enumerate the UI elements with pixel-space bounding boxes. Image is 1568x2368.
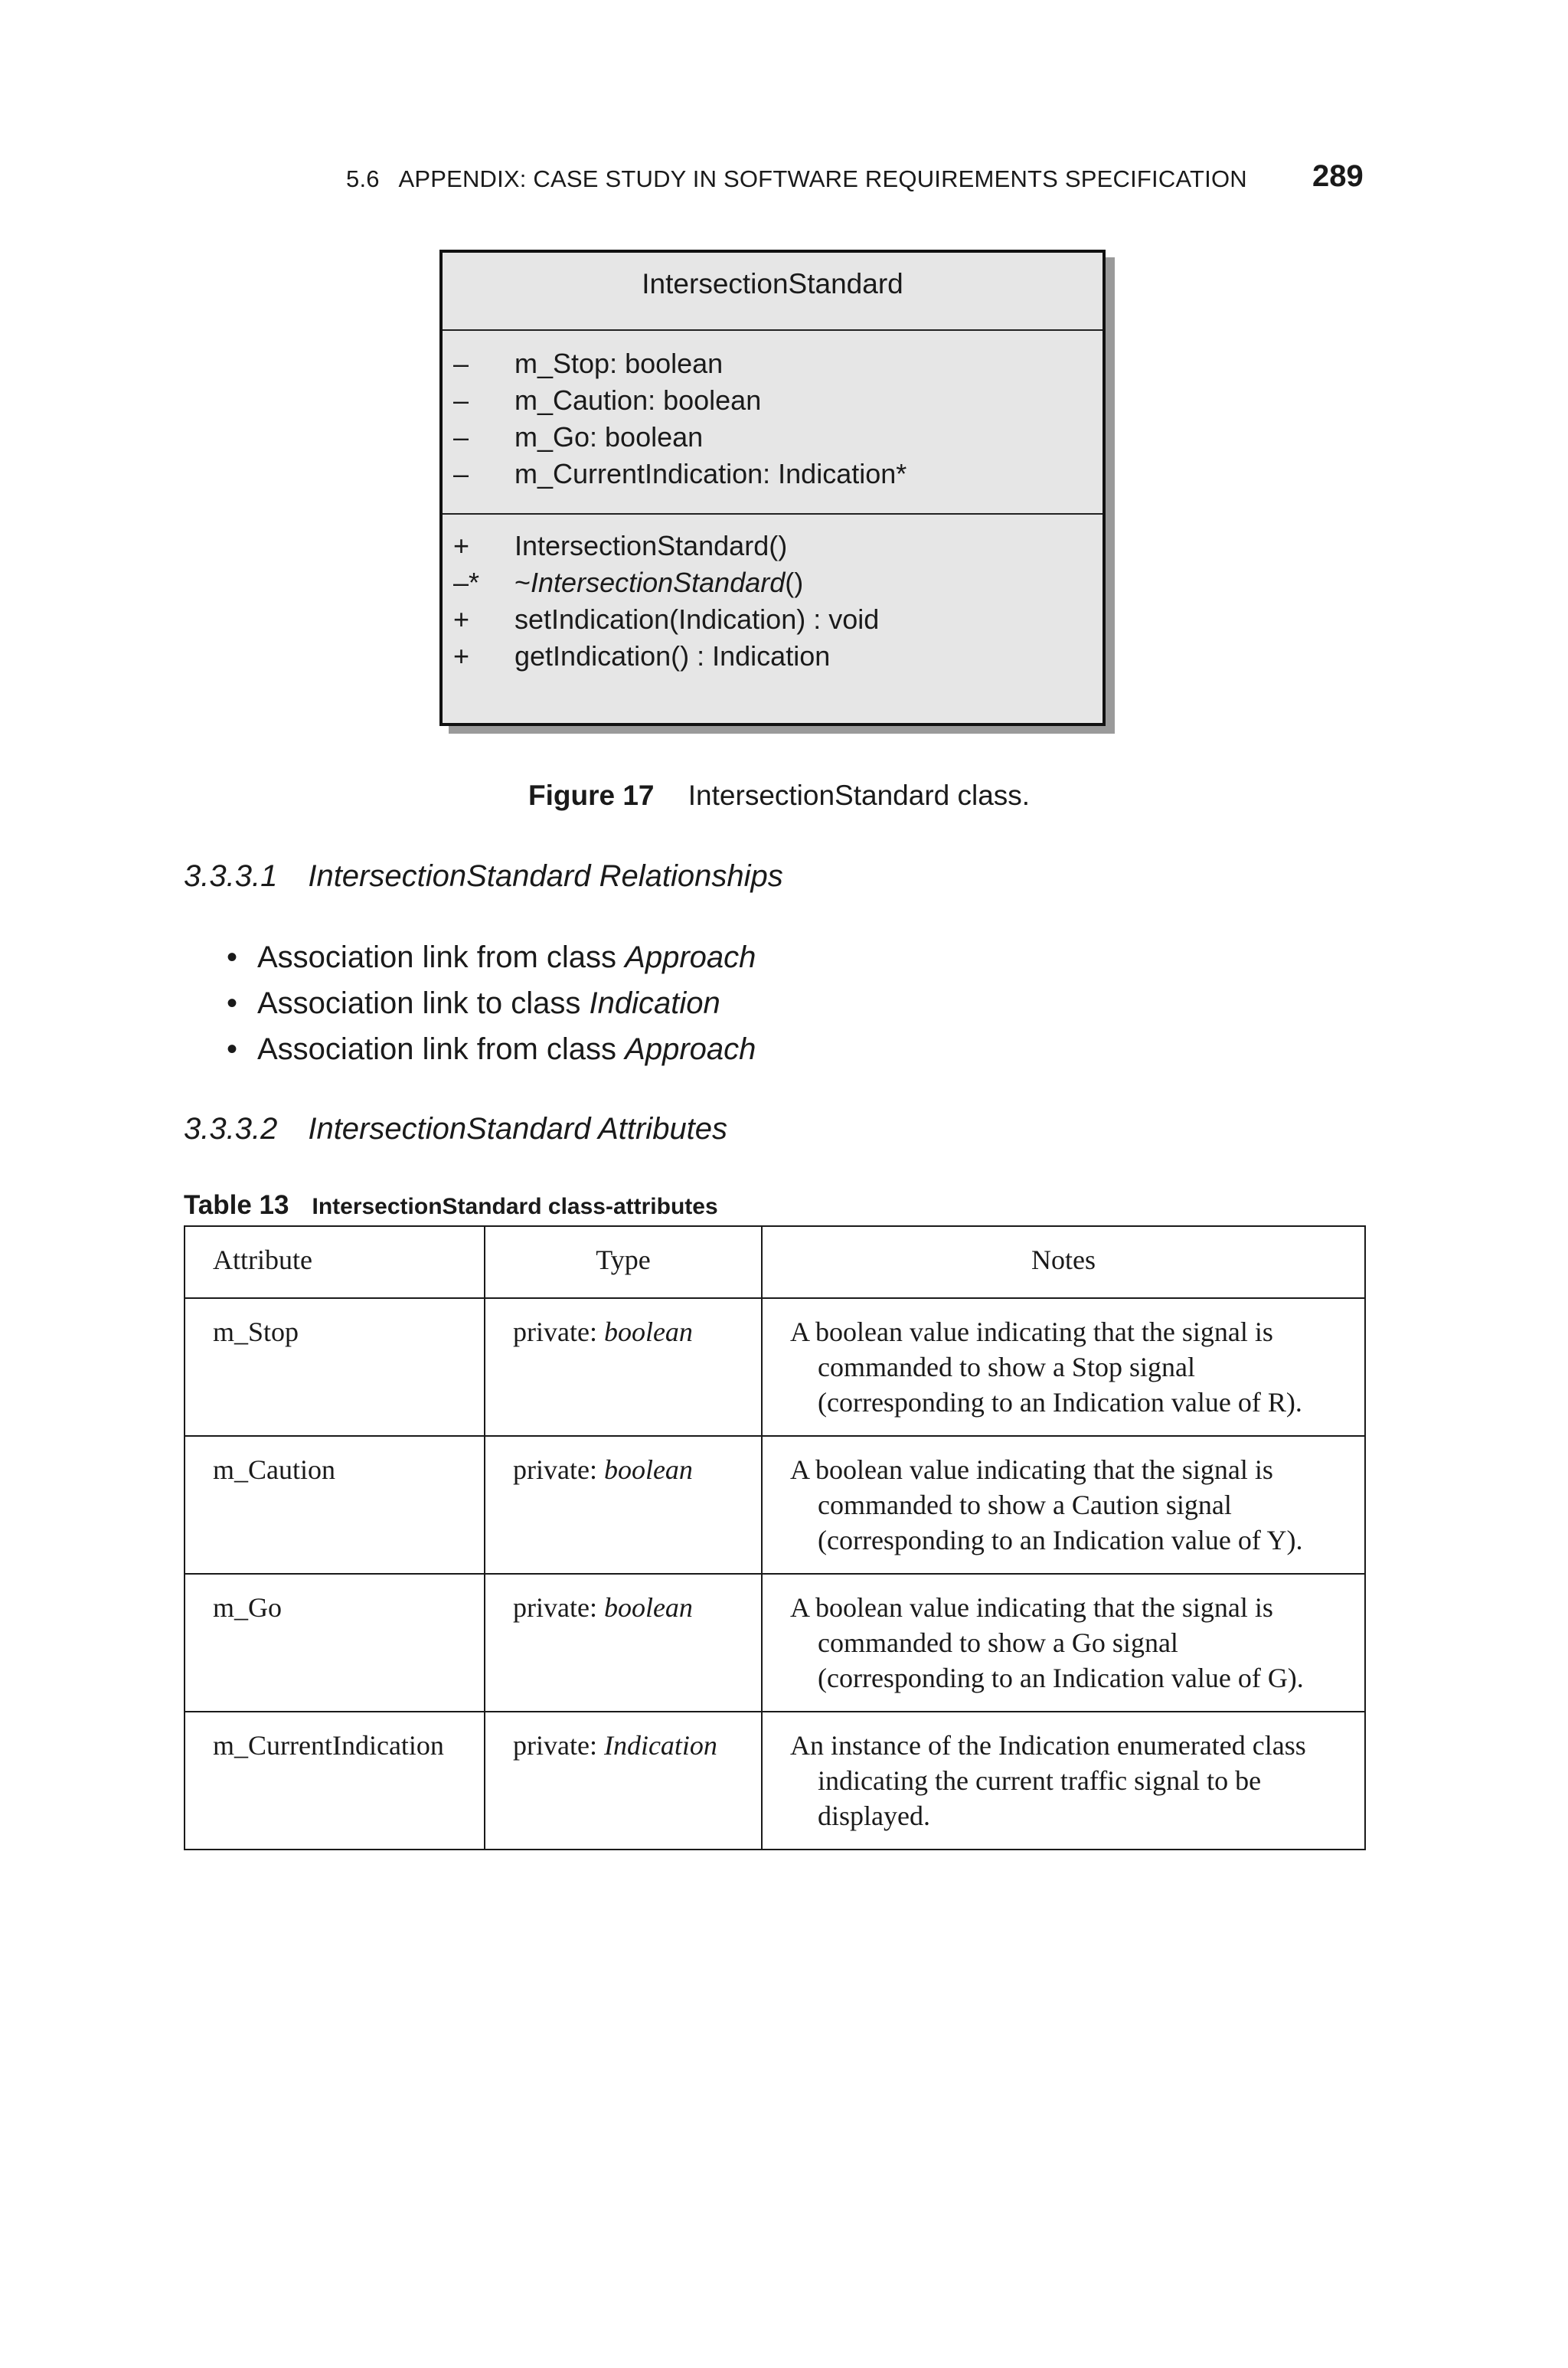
uml-destructor-name: IntersectionStandard xyxy=(531,567,786,598)
uml-operation-text: IntersectionStandard() xyxy=(514,530,788,561)
table-row xyxy=(185,1712,1365,1850)
uml-operation xyxy=(443,530,1102,567)
uml-operation-text: setIndication(Indication) : void xyxy=(514,603,880,635)
section-heading-relationships xyxy=(184,859,783,894)
type-cell: private: boolean xyxy=(485,1436,762,1574)
notes-cell: An instance of the Indication enumerated class indicating the current traffic signal to be displayed. xyxy=(762,1712,1365,1850)
table-row xyxy=(185,1574,1365,1712)
visibility-marker: –* xyxy=(453,567,480,598)
type-cell: private: boolean xyxy=(485,1574,762,1712)
uml-attribute xyxy=(443,384,1102,421)
header-attribute: Attribute xyxy=(185,1226,485,1298)
visibility-marker: + xyxy=(453,603,470,635)
visibility-marker: – xyxy=(453,384,469,416)
figure-label: Figure 17 xyxy=(528,780,655,811)
section-title: IntersectionStandard Relationships xyxy=(308,859,783,893)
uml-attribute-text: m_Stop: boolean xyxy=(514,348,724,379)
section-number: 3.3.3.2 xyxy=(184,1112,278,1146)
bullet-icon: • xyxy=(227,986,238,1020)
attributes-table xyxy=(184,1225,1366,1850)
uml-class-name: IntersectionStandard xyxy=(642,268,903,299)
notes-cell: A boolean value indicating that the signal is commanded to show a Stop signal (corresponding to an Indication value of R). xyxy=(762,1298,1365,1436)
uml-attribute-text: m_Go: boolean xyxy=(514,421,704,453)
class-name: Approach xyxy=(625,1032,756,1066)
uml-operation-text: () xyxy=(785,567,804,598)
type-cell: private: boolean xyxy=(485,1298,762,1436)
bullet-icon: • xyxy=(227,1032,238,1066)
class-name: Approach xyxy=(625,940,756,974)
table-row xyxy=(185,1298,1365,1436)
header-title: APPENDIX: CASE STUDY IN SOFTWARE REQUIREMENTS SPECIFICATION xyxy=(398,165,1247,192)
attribute-cell: m_Go xyxy=(185,1574,485,1712)
visibility-marker: – xyxy=(453,458,469,489)
uml-attribute xyxy=(443,421,1102,458)
bullet-icon: • xyxy=(227,940,238,974)
uml-operation xyxy=(443,603,1102,640)
uml-attribute-text: m_CurrentIndication: Indication* xyxy=(514,458,907,489)
notes-cell: A boolean value indicating that the signal is commanded to show a Caution signal (corresponding to an Indication value of Y). xyxy=(762,1436,1365,1574)
attribute-cell: m_Stop xyxy=(185,1298,485,1436)
visibility-marker: – xyxy=(453,348,469,379)
table-header-row xyxy=(185,1226,1365,1298)
uml-divider xyxy=(443,329,1102,331)
header-notes: Notes xyxy=(762,1226,1365,1298)
uml-attribute xyxy=(443,458,1102,495)
header-type: Type xyxy=(485,1226,762,1298)
table-title: IntersectionStandard class-attributes xyxy=(312,1194,718,1219)
uml-class-box xyxy=(439,250,1106,726)
uml-operation: –* ~IntersectionStandard() xyxy=(453,567,804,598)
table-row xyxy=(185,1436,1365,1574)
page-number: 289 xyxy=(1312,159,1364,193)
section-title: IntersectionStandard Attributes xyxy=(308,1112,728,1146)
type-cell: private: Indication xyxy=(485,1712,762,1850)
visibility-marker: + xyxy=(453,530,470,561)
table-label: Table 13 xyxy=(184,1190,289,1220)
visibility-marker: + xyxy=(453,640,470,672)
uml-attribute xyxy=(443,348,1102,384)
figure-caption-text: IntersectionStandard class. xyxy=(688,780,1031,811)
section-heading-attributes xyxy=(184,1112,727,1146)
table-caption xyxy=(184,1190,718,1221)
figure-caption xyxy=(528,780,1030,812)
class-name: Indication xyxy=(589,986,720,1020)
section-number: 3.3.3.1 xyxy=(184,859,278,893)
uml-divider xyxy=(443,513,1102,515)
uml-operation xyxy=(443,640,1102,677)
attribute-cell: m_Caution xyxy=(185,1436,485,1574)
uml-attribute-text: m_Caution: boolean xyxy=(514,384,762,416)
notes-cell: A boolean value indicating that the signal is commanded to show a Go signal (corresponding to an Indication value of G). xyxy=(762,1574,1365,1712)
running-header xyxy=(346,165,1247,193)
attribute-cell: m_CurrentIndication xyxy=(185,1712,485,1850)
visibility-marker: – xyxy=(453,421,469,453)
uml-operation-text: getIndication() : Indication xyxy=(514,640,831,672)
header-section-number: 5.6 xyxy=(346,165,380,192)
